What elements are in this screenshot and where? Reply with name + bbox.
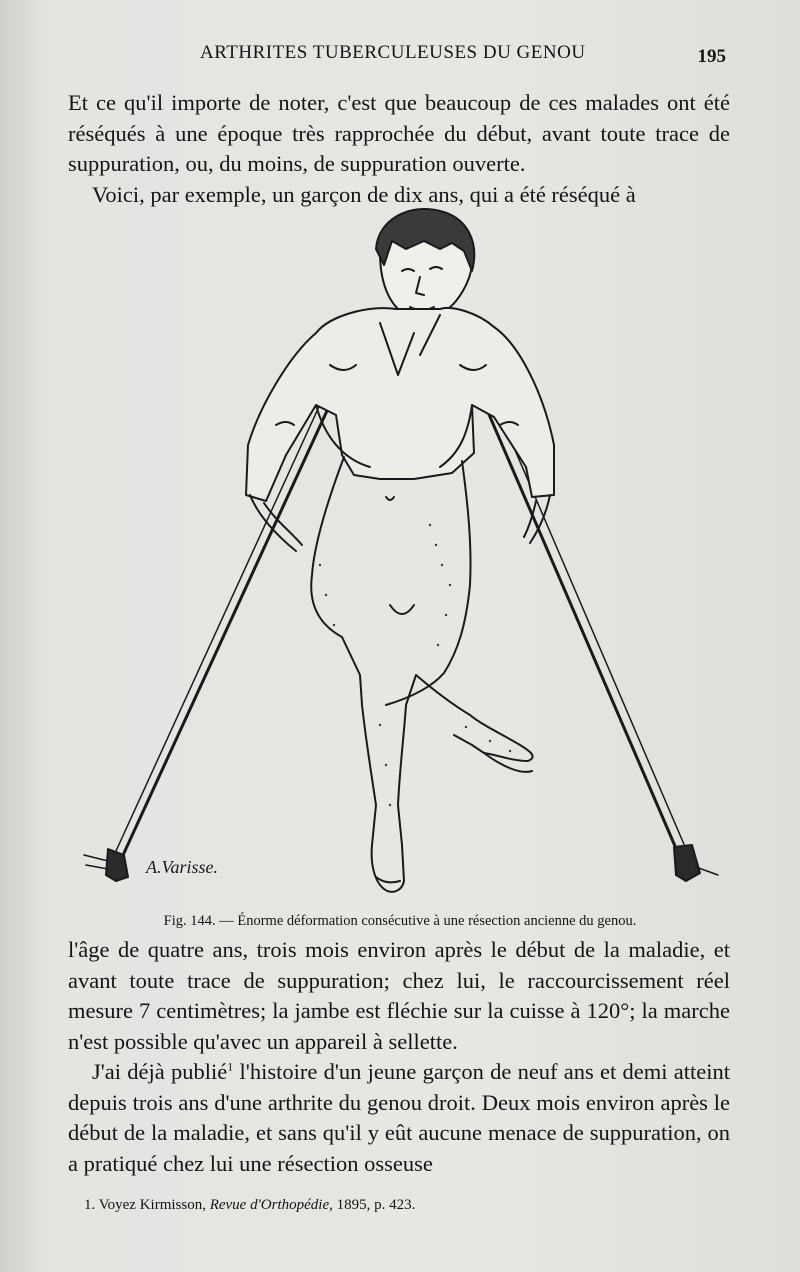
- footnote: [84, 1197, 415, 1214]
- paragraph: l'âge de quatre ans, trois mois environ après le début de la maladie, et avant toute trace de suppuration; chez lui, le raccourcissement réel mesure 7 centimètres; la jambe est fléchie sur la cuisse à 120°; la marche n'est possible qu'avec un appareil à sellette.: [68, 937, 730, 1054]
- shirt: [246, 308, 554, 501]
- body-and-legs: [311, 457, 532, 892]
- page-number: 195: [697, 46, 726, 67]
- running-head: [0, 42, 800, 72]
- top-text-block: [68, 88, 730, 210]
- paragraph: Voici, par exemple, un garçon de dix ans, qui a été réséqué à: [92, 181, 636, 207]
- paragraph: Et ce qu'il importe de noter, c'est que beaucoup de ces malades ont été réséqués à une époque très rapprochée du début, avant toute trace de suppuration, ou, du moins, de suppuration ouverte.: [68, 90, 730, 176]
- footnote-text: Voyez Kirmisson,: [95, 1197, 210, 1213]
- stipple-shading: [319, 524, 511, 806]
- paragraph: [68, 1057, 730, 1179]
- footnote-number: 1.: [84, 1197, 96, 1213]
- footnote-citation: , 1895, p. 423.: [329, 1197, 416, 1213]
- engraver-signature: A.Varisse.: [146, 857, 218, 877]
- footnote-reference: 1: [227, 1059, 234, 1074]
- paragraph-rest: l'histoire d'un jeune garçon de neuf ans et demi atteint depuis trois ans d'une arthrite du genou droit. Deux mois environ après le début de la maladie, et sans qu'il y eût aucune menace de suppuration, on a pratiqué chez lui une résection osseuse: [68, 1059, 731, 1176]
- figure-illustration: [80, 205, 720, 905]
- running-title: ARTHRITES TUBERCULEUSES DU GENOU: [200, 42, 586, 63]
- head: [376, 209, 474, 319]
- right-crutch: [465, 357, 718, 881]
- figure-caption: Fig. 144. — Énorme déformation consécutive à une résection ancienne du genou.: [163, 913, 637, 929]
- bottom-text-block: [68, 935, 730, 1179]
- boy-on-crutches-engraving: [80, 205, 720, 905]
- footnote-journal: Revue d'Orthopédie: [209, 1197, 330, 1213]
- paragraph-start: J'ai déjà publié: [92, 1059, 228, 1084]
- left-crutch: [84, 349, 355, 881]
